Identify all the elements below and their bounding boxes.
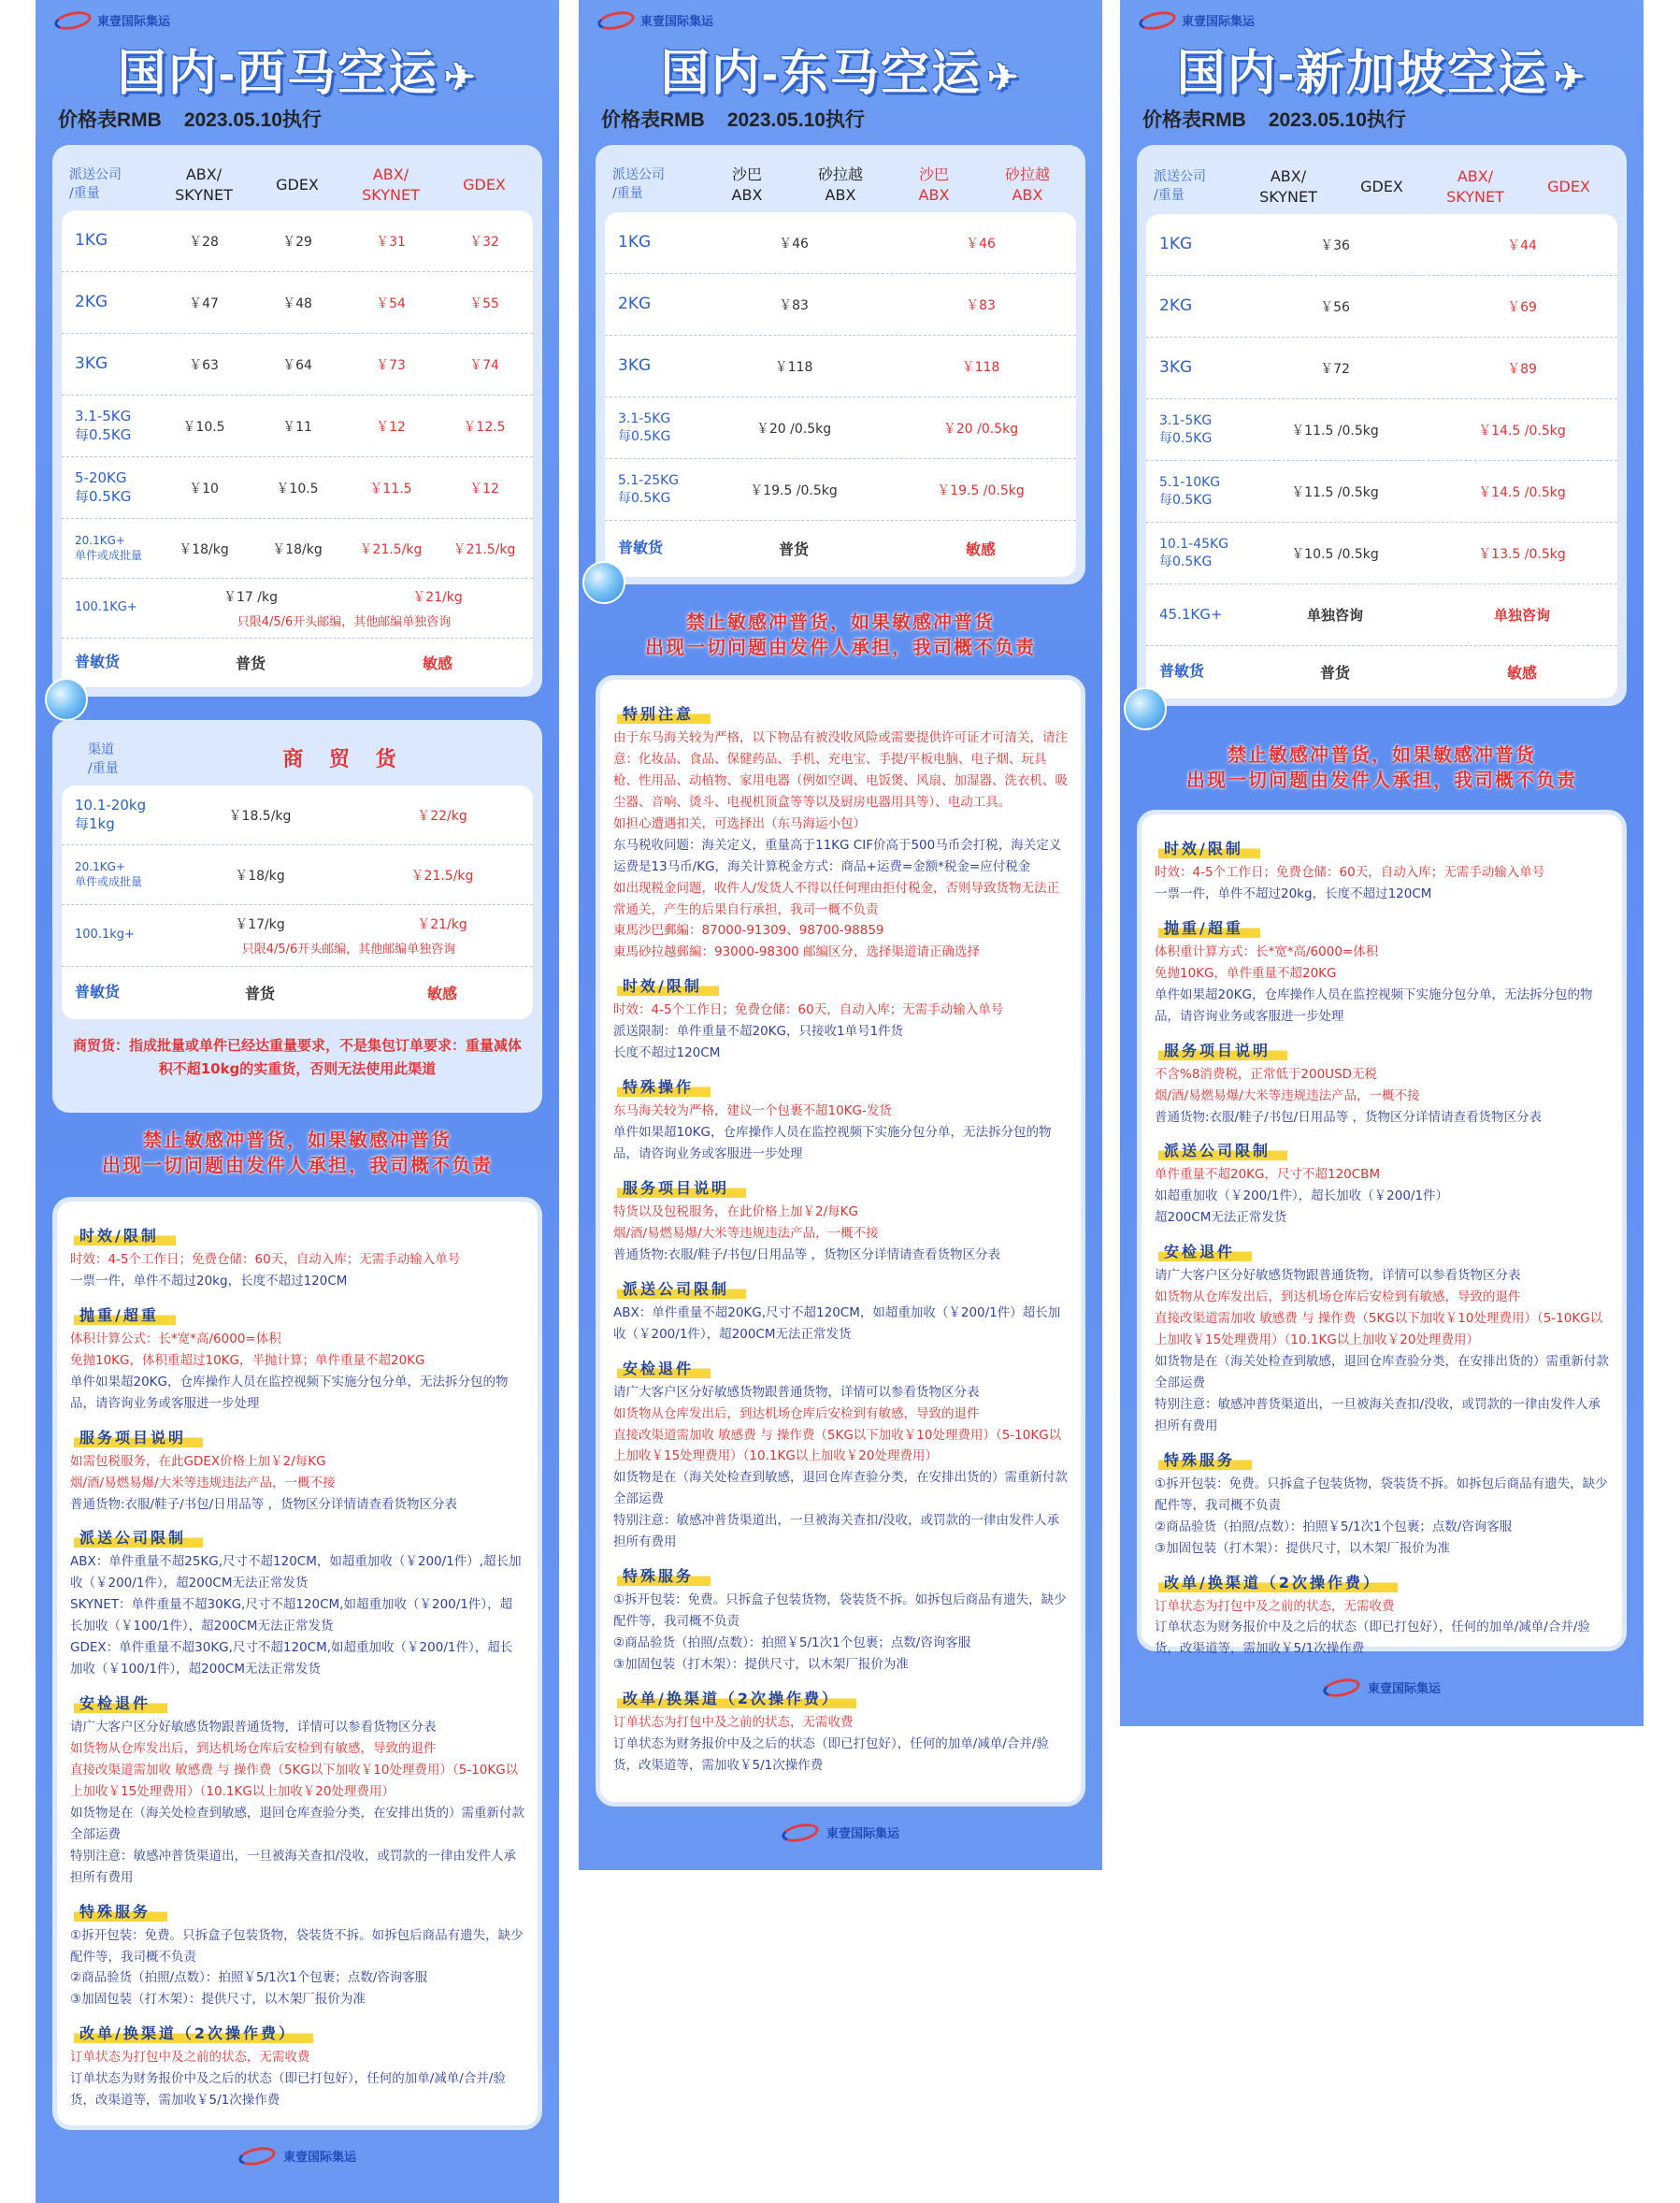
policy-section: [70, 1686, 524, 1889]
price-table-header: 派送公司 /重量 ABX/ SKYNET GDEX ABX/ SKYNET GDEX: [1154, 166, 1590, 206]
table-row: 45.1KG+ 单独咨询 单独咨询: [1146, 584, 1617, 646]
price-subtitle: 价格表RMB 2023.05.10执行: [601, 109, 865, 131]
policy-section: [70, 1520, 524, 1680]
policy-line: 如出现税金问题，收件人/发货人不得以任何理由拒付税金，否则导致货物无法正常通关，产生的后果自行承担，我司一概不负责: [613, 880, 1060, 917]
warning-banner: 禁止敏感冲普货，如果敏感冲普货 出现一切问题由发件人承担，我司概不负责: [645, 612, 1036, 658]
policy-section: [613, 1272, 1068, 1346]
policy-line: 单件如果超20KG，仓库操作人员在监控视频下实施分包分单，无法拆分包的物品，请咨询业务或客服进一步处理: [70, 1374, 509, 1411]
section-heading: 改单/换渠道（2次操作费）: [1158, 1571, 1398, 1592]
policy-line: 时效：4-5个工作日；免费仓储：60天，自动入库；无需手动输入单号: [1155, 865, 1545, 880]
policy-line: 一票一件，单件不超过20kg，长度不超过120CM: [1155, 886, 1432, 901]
policy-line: ①拆开包装：免费。只拆盒子包装货物，袋装货不拆。如拆包后商品有遗失，缺少配件等，我司概不负责: [70, 1927, 524, 1965]
table-footer-row: 普敏货 普货 敏感: [75, 982, 457, 1002]
table-row: 1KG ￥46 ￥46: [605, 212, 1076, 274]
table-footer-row: 普敏货 普货 敏感: [75, 652, 452, 672]
policy-section: [1155, 831, 1609, 905]
policy-line: 直接改渠道需加收 敏感费 与 操作费（5KG以下加收￥10处理费用）（5-10KG以上加收￥15处理费用）（10.1KG以上加收￥20处理费用）: [70, 1762, 519, 1799]
policy-line: 烟/酒/易燃易爆/大米等违规违法产品，一概不接: [1155, 1087, 1420, 1103]
brand-logo: [597, 11, 713, 29]
price-table-body: [605, 212, 1076, 577]
panel-title: 国内-东马空运 ✈: [660, 47, 1021, 101]
price-table-header: 派送公司 /重量 ABX/ SKYNET GDEX ABX/ SKYNET GDEX: [69, 165, 506, 204]
policy-line: 如担心遭遇扣关，可选择出（东马海运小包）: [613, 815, 866, 831]
policy-line: 特别注意：敏感冲普货渠道出，一旦被海关查扣/没收，或罚款的一律由发件人承担所有费用: [613, 1513, 1060, 1550]
policy-line: 请广大客户区分好敏感货物跟普通货物，详情可以参看货物区分表: [613, 1384, 980, 1400]
policy-line: 单件如果超10KG，仓库操作人员在监控视频下实施分包分单，无法拆分包的物品，请咨询业务或客服进一步处理: [613, 1125, 1052, 1161]
airplane-icon: ✈: [1553, 57, 1587, 98]
price-table: [52, 145, 542, 697]
policy-line: 免抛10KG，体积重超过10KG，半抛计算；单件重量不超20KG: [70, 1352, 425, 1368]
policy-line: 烟/酒/易燃易爆/大米等违规违法产品，一概不接: [613, 1225, 879, 1241]
section-heading: 特别注意: [617, 702, 711, 724]
airplane-icon: ✈: [443, 57, 478, 98]
table-row: 10.1-20kg 每1kg ￥18.5/kg ￥22/kg: [62, 785, 533, 845]
policy-line: 如需包税服务，在此GDEX价格上加￥2/每KG: [70, 1453, 326, 1469]
section-heading: 派送公司限制: [617, 1277, 746, 1299]
policy-line: 一票一件，单件不超过20kg，长度不超过120CM: [70, 1273, 348, 1289]
policy-line: 直接改渠道需加收 敏感费 与 操作费（5KG以下加收￥10处理费用）（5-10KG以上加收￥15处理费用）（10.1KG以上加收￥20处理费用）: [613, 1427, 1062, 1464]
table-row: 2KG ￥47 ￥48 ￥54 ￥55: [62, 272, 533, 334]
policy-line: ②商品验货（拍照/点数）：拍照￥5/1次1个包裹；点数/咨询客服: [1155, 1519, 1513, 1534]
section-heading: 改单/换渠道（2次操作费）: [74, 2022, 313, 2043]
globe-icon: [45, 678, 88, 721]
panel-title: 国内-新加坡空运 ✈: [1176, 47, 1587, 101]
policy-section: [1155, 1033, 1609, 1129]
policy-line: 如货物从仓库发出后，到达机场仓库后安检到有敏感，导致的退件: [1155, 1289, 1521, 1305]
table-row: 3KG ￥63 ￥64 ￥73 ￥74: [62, 334, 533, 396]
trade-table-header: 渠道 /重量 商 贸 货: [88, 742, 406, 776]
footer-logo: 東壹国际集运: [1120, 1678, 1644, 1696]
policy-section: [1155, 1565, 1609, 1661]
policy-line: 東馬沙巴郵編：87000-91309、98700-98859: [613, 923, 884, 939]
section-heading: 抛重/超重: [1158, 916, 1260, 938]
table-footer-row: 普敏货 普货 敏感: [618, 538, 996, 558]
policy-line: 体积计算公式：长*宽*高/6000=体积: [70, 1331, 281, 1346]
policy-section: [70, 1420, 524, 1516]
table-row: 5.1-10KG 每0.5KG ￥11.5 /0.5kg ￥14.5 /0.5kg: [1146, 461, 1617, 523]
brand-name: 東壹国际集运: [640, 14, 714, 28]
footer-logo: 東壹国际集运: [579, 1823, 1102, 1841]
policy-line: ③加固包装（打木架）：提供尺寸，以木架厂报价为准: [613, 1656, 909, 1672]
policy-line: ABX：单件重量不超20KG,尺寸不超120CM，如超重加收（￥200/1件）超长加收（￥200/1件），超200CM无法正常发货: [613, 1304, 1061, 1342]
brand-mark-icon: [237, 2144, 278, 2168]
policy-line: 特货以及包税服务，在此价格上加￥2/每KG: [613, 1203, 858, 1219]
section-heading: 时效/限制: [1158, 837, 1260, 858]
trade-goods-note: 商贸货：指成批量或单件已经达重量要求，不是集包订单要求：重量减体积不超10kg的实重货，否则无法使用此渠道: [72, 1037, 522, 1077]
section-heading: 安检退件: [617, 1357, 711, 1378]
table-row: 1KG ￥28 ￥29 ￥31 ￥32: [62, 210, 533, 272]
policy-line: 派送限制：单件重量不超20KG，只接收1单号1件货: [613, 1024, 904, 1040]
policy-line: ②商品验货（拍照/点数）：拍照￥5/1次1个包裹；点数/咨询客服: [70, 1970, 428, 1986]
table-row: 2KG ￥56 ￥69: [1146, 276, 1617, 338]
policy-line: 订单状态为财务报价中及之后的状态（即已打包好），任何的加单/减单/合并/验货，改渠道等，需加收￥5/1次操作费: [613, 1735, 1049, 1773]
policy-line: 不含%8消费税，正常低于200USD无税: [1155, 1066, 1378, 1082]
policy-section: [70, 2016, 524, 2111]
section-heading: 服务项目说明: [1158, 1039, 1287, 1060]
price-table-body: [62, 210, 533, 687]
policy-line: 東馬砂拉越郵編：93000-98300 邮编区分，选择渠道请正确选择: [613, 944, 981, 960]
table-row: 20.1KG+ 单件或成批量 ￥18/kg ￥18/kg ￥21.5/kg ￥21.5/kg: [62, 519, 533, 579]
price-table: [596, 145, 1085, 584]
brand-name: 東壹国际集运: [97, 14, 171, 28]
price-table-body: [1146, 214, 1617, 698]
brand-logo: [54, 11, 170, 29]
policy-line: 单件如果超20KG，仓库操作人员在监控视频下实施分包分单，无法拆分包的物品，请咨询业务或客服进一步处理: [1155, 986, 1593, 1024]
policy-line: 长度不超过120CM: [613, 1045, 721, 1061]
brand-mark-icon: [596, 8, 637, 33]
west-malaysia-panel: [36, 0, 559, 2203]
policy-section: [1155, 1133, 1609, 1229]
section-heading: 派送公司限制: [74, 1526, 203, 1548]
singapore-panel: [1120, 0, 1644, 1726]
policy-line: 东马税收问题：海关定义，重量高于11KG CIF价高于500马币会打税，海关定义运费是13马币/KG，海关计算税金方式：商品+运费=金额*税金=应付税金: [613, 837, 1062, 874]
warning-banner: 禁止敏感冲普货，如果敏感冲普货 出现一切问题由发件人承担，我司概不负责: [1186, 745, 1577, 791]
policy-line: 普通货物:衣服/鞋子/书包/日用品等 ，货物区分详情请查看货物区分表: [1155, 1109, 1542, 1125]
policy-line: ABX：单件重量不超25KG,尺寸不超120CM，如超重加收（￥200/1件）,超长加收（￥200/1件），超200CM无法正常发货: [70, 1554, 522, 1591]
table-row: 3.1-5KG 每0.5KG ￥20 /0.5kg ￥20 /0.5kg: [605, 397, 1076, 459]
section-heading: 服务项目说明: [74, 1426, 203, 1447]
table-row: 5-20KG 每0.5KG ￥10 ￥10.5 ￥11.5 ￥12: [62, 457, 533, 519]
section-heading: 时效/限制: [617, 974, 719, 996]
table-footer-row: 普敏货 普货 敏感: [1159, 661, 1537, 682]
policy-line: 直接改渠道需加收 敏感费 与 操作费（5KG以下加收￥10处理费用）（5-10KG以上加收￥15处理费用）（10.1KG以上加收￥20处理费用）: [1155, 1311, 1603, 1348]
policy-line: 请广大客户区分好敏感货物跟普通货物，详情可以参看货物区分表: [1155, 1268, 1521, 1284]
east-malaysia-panel: [579, 0, 1102, 1870]
section-heading: 特殊服务: [617, 1564, 711, 1586]
policy-section: [1155, 911, 1609, 1028]
policy-line: 东马海关较为严格，建议一个包裹不超10KG-发货: [613, 1103, 892, 1119]
policy-line: 请广大客户区分好敏感货物跟普通货物，详情可以参看货物区分表: [70, 1720, 437, 1735]
globe-icon: [1124, 687, 1167, 730]
table-row: 5.1-25KG 每0.5KG ￥19.5 /0.5kg ￥19.5 /0.5kg: [605, 459, 1076, 521]
section-heading: 特殊服务: [1158, 1448, 1252, 1470]
policy-section: [1155, 1443, 1609, 1560]
policy-section: [70, 1218, 524, 1292]
section-heading: 安检退件: [1158, 1240, 1252, 1261]
table-row: 3.1-5KG 每0.5KG ￥11.5 /0.5kg ￥14.5 /0.5kg: [1146, 399, 1617, 461]
globe-icon: [582, 561, 625, 604]
section-heading: 抛重/超重: [74, 1303, 176, 1325]
policy-line: 订单状态为打包中及之前的状态，无需收费: [1155, 1598, 1395, 1614]
policy-section: [613, 1351, 1068, 1554]
policy-line: 体积重计算方式：长*宽*高/6000=体积: [1155, 943, 1379, 959]
policy-section: [70, 1894, 524, 2011]
table-row: 1KG ￥36 ￥44: [1146, 214, 1617, 276]
policy-line: ①拆开包装：免费。只拆盒子包装货物，袋装货不拆。如拆包后商品有遗失，缺少配件等，我司概不负责: [1155, 1476, 1608, 1513]
policy-line: ②商品验货（拍照/点数）：拍照￥5/1次1个包裹；点数/咨询客服: [613, 1635, 971, 1650]
policy-section: [613, 1070, 1068, 1165]
policy-section: [613, 697, 1068, 963]
policy-line: 订单状态为财务报价中及之后的状态（即已打包好），任何的加单/减单/合并/验货，改渠道等，需加收￥5/1次操作费: [1155, 1620, 1590, 1657]
policy-line: 如货物是在（海关处检查到敏感，退回仓库查验分类，在安排出货的）需重新付款全部运费: [1155, 1354, 1609, 1390]
table-row: 3KG ￥72 ￥89: [1146, 338, 1617, 399]
airplane-icon: ✈: [986, 57, 1021, 98]
policy-line: 免抛10KG，单件重量不超20KG: [1155, 965, 1337, 981]
table-row: 3.1-5KG 每0.5KG ￥10.5 ￥11 ￥12 ￥12.5: [62, 396, 533, 457]
price-subtitle: 价格表RMB 2023.05.10执行: [1142, 109, 1406, 131]
policy-line: 如货物是在（海关处检查到敏感，退回仓库查验分类，在安排出货的）需重新付款全部运费: [70, 1805, 524, 1842]
price-subtitle: 价格表RMB 2023.05.10执行: [58, 109, 322, 131]
policy-section: [613, 1681, 1068, 1777]
policy-card: [596, 675, 1085, 1807]
table-row: 100.1KG+ ￥17 /kg ￥21/kg 只限4/5/6开头邮编，其他邮编单独咨询: [62, 579, 533, 639]
section-heading: 派送公司限制: [1158, 1139, 1287, 1160]
policy-card: [52, 1197, 542, 2130]
brand-mark-icon: [53, 8, 93, 33]
trade-goods-table: [52, 720, 542, 1113]
brand-name: 東壹国际集运: [1182, 14, 1256, 28]
policy-section: [70, 1298, 524, 1415]
section-heading: 时效/限制: [74, 1224, 176, 1245]
policy-line: GDEX：单件重量不超30KG,尺寸不超120CM,如超重加收（￥200/1件），超长加收（￥100/1件），超200CM无法正常发货: [70, 1640, 513, 1677]
table-row: 20.1KG+ 单件或成批量 ￥18/kg ￥21.5/kg: [62, 845, 533, 905]
policy-line: 由于东马海关较为严格，以下物品有被没收风险或需要提供许可证才可清关，请注意：化妆品、食品、保健药品、手机、充电宝、手提/平板电脑、电子烟、玩具枪、性用品、动植物、家用电器（例如空调、电饭煲、风扇、加湿器、洗衣机、吸尘器、音响、烫斗、电视机顶盒等等以及厨房电器用具等）、电动工具。: [613, 730, 1068, 810]
policy-section: [613, 969, 1068, 1064]
table-row: 3KG ￥118 ￥118: [605, 336, 1076, 397]
brand-mark-icon: [1138, 8, 1178, 33]
price-table: [1137, 145, 1627, 706]
policy-line: 时效：4-5个工作日；免费仓储：60天，自动入库；无需手动输入单号: [613, 1002, 1004, 1018]
section-heading: 特殊服务: [74, 1900, 167, 1922]
policy-section: [613, 1559, 1068, 1676]
policy-line: 特别注意：敏感冲普货渠道出，一旦被海关查扣/没收，或罚款的一律由发件人承担所有费用: [70, 1848, 517, 1885]
price-table-header: 派送公司 /重量 沙巴 ABX 砂拉越 ABX 沙巴 ABX 砂拉越 ABX: [612, 165, 1050, 204]
policy-line: 订单状态为财务报价中及之后的状态（即已打包好），任何的加单/减单/合并/验货，改渠道等，需加收￥5/1次操作费: [70, 2071, 506, 2109]
policy-line: 烟/酒/易燃易爆/大米等违规违法产品，一概不接: [70, 1475, 336, 1490]
section-heading: 服务项目说明: [617, 1176, 746, 1198]
brand-mark-icon: [1322, 1676, 1362, 1700]
policy-line: 如货物是在（海关处检查到敏感，退回仓库查验分类，在安排出货的）需重新付款全部运费: [613, 1470, 1068, 1507]
trade-table-body: [62, 785, 533, 1019]
policy-section: [1155, 1234, 1609, 1437]
panel-title: 国内-西马空运 ✈: [117, 47, 478, 101]
policy-line: 特别注意：敏感冲普货渠道出，一旦被海关查扣/没收，或罚款的一律由发件人承担所有费用: [1155, 1396, 1601, 1433]
section-heading: 改单/换渠道（2次操作费）: [617, 1687, 856, 1708]
policy-line: 普通货物:衣服/鞋子/书包/日用品等 ，货物区分详情请查看货物区分表: [613, 1246, 1000, 1262]
footer-logo: 東壹国际集运: [36, 2147, 559, 2165]
policy-line: 普通货物:衣服/鞋子/书包/日用品等 ，货物区分详情请查看货物区分表: [70, 1496, 457, 1512]
table-row: 10.1-45KG 每0.5KG ￥10.5 /0.5kg ￥13.5 /0.5kg: [1146, 523, 1617, 584]
brand-mark-icon: [781, 1821, 821, 1845]
policy-line: ①拆开包装：免费。只拆盒子包装货物，袋装货不拆。如拆包后商品有遗失，缺少配件等，我司概不负责: [613, 1592, 1067, 1630]
policy-line: 订单状态为打包中及之前的状态，无需收费: [613, 1714, 854, 1730]
table-row: 2KG ￥83 ￥83: [605, 274, 1076, 336]
brand-logo: [1139, 11, 1255, 29]
policy-line: 如超重加收（￥200/1件），超长加收（￥200/1件）: [1155, 1188, 1449, 1204]
policy-line: 订单状态为打包中及之前的状态，无需收费: [70, 2050, 310, 2066]
policy-section: [613, 1171, 1068, 1266]
policy-card: [1137, 810, 1627, 1657]
policy-line: 时效：4-5个工作日；免费仓储：60天，自动入库；无需手动输入单号: [70, 1252, 461, 1267]
policy-line: SKYNET：单件重量不超30KG,尺寸不超120CM,如超重加收（￥200/1件），超长加收（￥100/1件），超200CM无法正常发货: [70, 1597, 513, 1634]
policy-line: 如货物从仓库发出后，到达机场仓库后安检到有敏感，导致的退件: [70, 1741, 437, 1756]
policy-line: ③加固包装（打木架）：提供尺寸，以木架厂报价为准: [70, 1992, 366, 2008]
section-heading: 特殊操作: [617, 1075, 711, 1097]
section-heading: 安检退件: [74, 1692, 167, 1713]
warning-banner: 禁止敏感冲普货，如果敏感冲普货 出现一切问题由发件人承担，我司概不负责: [102, 1130, 493, 1176]
policy-line: 如货物从仓库发出后，到达机场仓库后安检到有敏感，导致的退件: [613, 1405, 980, 1421]
policy-line: 超200CM无法正常发货: [1155, 1210, 1287, 1226]
policy-line: 单件重量不超20KG，尺寸不超120CBM: [1155, 1167, 1381, 1183]
policy-line: ③加固包装（打木架）：提供尺寸，以木架厂报价为准: [1155, 1540, 1450, 1556]
table-row: 100.1kg+ ￥17/kg ￥21/kg 只限4/5/6开头邮编，其他邮编单独咨询: [62, 905, 533, 967]
